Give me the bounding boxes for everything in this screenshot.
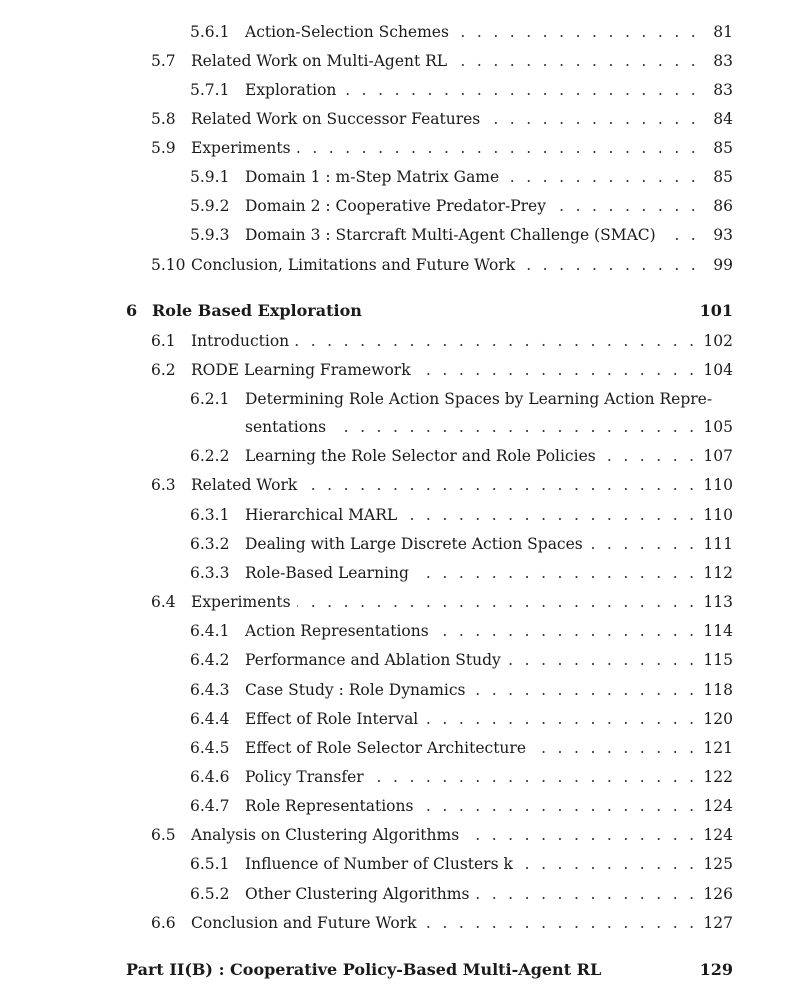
dot-leader: [403, 503, 697, 527]
toc-title: RODE Learning Framework: [191, 358, 417, 382]
toc-title: Effect of Role Interval: [245, 707, 424, 731]
toc-number: 6.4.3: [190, 681, 230, 699]
toc-title: Performance and Ablation Study: [245, 648, 507, 672]
toc-number: 5.9.2: [190, 197, 230, 215]
toc-page: 99: [699, 253, 733, 277]
toc-number: 6.4.1: [190, 622, 230, 640]
toc-title: Other Clustering Algorithms: [245, 882, 475, 906]
toc-number: 6.4.2: [190, 651, 230, 669]
toc-page: 121: [697, 736, 733, 760]
dot-leader: [297, 590, 698, 614]
toc-title: Introduction: [191, 329, 295, 353]
toc-entry-5-9-3[interactable]: [190, 223, 733, 247]
toc-title: Hierarchical MARL: [245, 503, 403, 527]
toc-page: 124: [697, 794, 733, 818]
toc-number: 6.5: [151, 826, 176, 844]
toc-title: Action-Selection Schemes: [245, 20, 455, 44]
toc-title: Determining Role Action Spaces by Learning Action Repre-: [245, 387, 718, 411]
dot-leader: [332, 415, 697, 439]
dot-leader: [455, 20, 699, 44]
toc-entry-6-4-7[interactable]: [190, 794, 733, 818]
toc-number: 5.7.1: [190, 81, 230, 99]
toc-title: Domain 1 : m-Step Matrix Game: [245, 165, 505, 189]
dot-leader: [453, 49, 699, 73]
toc-entry-6-6[interactable]: [151, 911, 733, 935]
toc-page: 111: [697, 532, 733, 556]
dot-leader: [419, 794, 697, 818]
toc-number: 5.8: [151, 110, 176, 128]
toc-entry-6-4-1[interactable]: [190, 619, 733, 643]
dot-leader: [435, 619, 698, 643]
dot-leader: [532, 736, 697, 760]
toc-page: 110: [697, 503, 733, 527]
toc-entry-5-6-1[interactable]: [190, 20, 733, 44]
toc-title: Related Work on Successor Features: [191, 107, 486, 131]
toc-title: Related Work: [191, 473, 303, 497]
toc-entry-6-3-3[interactable]: [190, 561, 733, 585]
toc-title: Role Representations: [245, 794, 419, 818]
toc-entry-6-5-1[interactable]: [190, 852, 733, 876]
toc-number: 6.3: [151, 476, 176, 494]
toc-title: Dealing with Large Discrete Action Spaces: [245, 532, 589, 556]
toc-title: Conclusion, Limitations and Future Work: [191, 253, 521, 277]
dot-leader: [519, 852, 698, 876]
toc-number: 6.4: [151, 593, 176, 611]
toc-number: 5.9.3: [190, 226, 230, 244]
toc-title: Action Representations: [245, 619, 435, 643]
toc-entry-6-2[interactable]: [151, 358, 733, 382]
toc-title: Influence of Number of Clusters k: [245, 852, 519, 876]
chapter-number: 6: [126, 301, 138, 320]
toc-entry-6-2-2[interactable]: [190, 444, 733, 468]
toc-entry-6-3-1[interactable]: [190, 503, 733, 527]
dot-leader: [662, 223, 699, 247]
toc-page: 93: [699, 223, 733, 247]
dot-leader: [295, 329, 697, 353]
toc-page: 85: [699, 136, 733, 160]
toc-page: 122: [697, 765, 733, 789]
toc-title: Role-Based Learning: [245, 561, 415, 585]
toc-page: 81: [699, 20, 733, 44]
toc-entry-6-4-2[interactable]: [190, 648, 733, 672]
toc-page: 83: [699, 78, 733, 102]
toc-page: 85: [699, 165, 733, 189]
chapter-title: Role Based Exploration: [152, 299, 368, 323]
toc-page: 102: [697, 329, 733, 353]
toc-number: 5.9.1: [190, 168, 230, 186]
toc-number: 5.10: [151, 256, 186, 274]
toc-entry-5-9[interactable]: [151, 136, 733, 160]
toc-entry-5-7[interactable]: [151, 49, 733, 73]
dot-leader: [486, 107, 699, 131]
chapter-page: 101: [694, 299, 733, 323]
toc-title: Domain 3 : Starcraft Multi-Agent Challenge (SMAC): [245, 223, 662, 247]
toc-page: 83: [699, 49, 733, 73]
dot-leader: [424, 707, 697, 731]
toc-number: 6.1: [151, 332, 176, 350]
toc-entry-6-4-5[interactable]: [190, 736, 733, 760]
toc-number: 6.5.2: [190, 885, 230, 903]
toc-page: 118: [697, 678, 733, 702]
toc-title: Domain 2 : Cooperative Predator-Prey: [245, 194, 552, 218]
toc-page: 104: [697, 358, 733, 382]
toc-number: 6.2.1: [190, 390, 230, 408]
dot-leader: [602, 444, 698, 468]
toc-number: 6.3.3: [190, 564, 230, 582]
toc-entry-6-4-6[interactable]: [190, 765, 733, 789]
toc-number: 6.4.4: [190, 710, 230, 728]
toc-title: Case Study : Role Dynamics: [245, 678, 472, 702]
toc-title: Learning the Role Selector and Role Policies: [245, 444, 602, 468]
part-page: 129: [694, 958, 733, 982]
toc-title: Analysis on Clustering Algorithms: [191, 823, 465, 847]
dot-leader: [370, 765, 698, 789]
toc-title: Experiments: [191, 590, 297, 614]
toc-page: 107: [697, 444, 733, 468]
toc-entry-6-4[interactable]: [151, 590, 733, 614]
toc-entry-6-1[interactable]: [151, 329, 733, 353]
toc-number: 5.7: [151, 52, 176, 70]
toc-number: 6.4.6: [190, 768, 230, 786]
toc-page: 84: [699, 107, 733, 131]
toc-number: 6.6: [151, 914, 176, 932]
dot-leader: [507, 648, 698, 672]
toc-number: 6.4.7: [190, 797, 230, 815]
toc-entry-5-8[interactable]: [151, 107, 733, 131]
dot-leader: [472, 678, 698, 702]
toc-title-continued: sentations: [245, 415, 332, 439]
toc-entry-6-5-2[interactable]: [190, 882, 733, 906]
toc-entry-6-5[interactable]: [151, 823, 733, 847]
toc-number: 6.3.2: [190, 535, 230, 553]
dot-leader: [417, 358, 698, 382]
toc-title: Policy Transfer: [245, 765, 370, 789]
toc-title: Conclusion and Future Work: [191, 911, 423, 935]
dot-leader: [423, 911, 698, 935]
toc-number: 6.2: [151, 361, 176, 379]
dot-leader: [589, 532, 698, 556]
toc-title: Related Work on Multi-Agent RL: [191, 49, 453, 73]
toc-entry-5-9-2[interactable]: [190, 194, 733, 218]
toc-title: Exploration: [245, 78, 342, 102]
toc-page: 110: [697, 473, 733, 497]
dot-leader: [465, 823, 697, 847]
toc-entry-6-4-4[interactable]: [190, 707, 733, 731]
toc-page: 114: [697, 619, 733, 643]
toc-title: Effect of Role Selector Architecture: [245, 736, 532, 760]
dot-leader: [505, 165, 699, 189]
toc-page: 113: [697, 590, 733, 614]
dot-leader: [415, 561, 697, 585]
toc-entry-6-3-2[interactable]: [190, 532, 733, 556]
toc-page: 115: [697, 648, 733, 672]
toc-entry-5-9-1[interactable]: [190, 165, 733, 189]
toc-part-2b[interactable]: [126, 958, 733, 982]
toc-page: 86: [699, 194, 733, 218]
toc-number: 6.2.2: [190, 447, 230, 465]
toc-title: Experiments: [191, 136, 297, 160]
dot-leader: [521, 253, 699, 277]
toc-number: 5.6.1: [190, 23, 230, 41]
toc-page: 120: [697, 707, 733, 731]
toc-entry-6-3[interactable]: [151, 473, 733, 497]
toc-entry-6-2-1-line2[interactable]: [190, 415, 733, 439]
dot-leader: [475, 882, 697, 906]
toc-page: 105: [697, 415, 733, 439]
toc-number: 6.5.1: [190, 855, 230, 873]
toc-page: 124: [697, 823, 733, 847]
toc-page: 112: [697, 561, 733, 585]
dot-leader: [303, 473, 697, 497]
toc-entry-5-10[interactable]: [151, 253, 733, 277]
toc-entry-5-7-1[interactable]: [190, 78, 733, 102]
toc-number: 6.3.1: [190, 506, 230, 524]
toc-page: 127: [697, 911, 733, 935]
toc-entry-6-2-1-line1[interactable]: [190, 387, 733, 411]
toc-page: 125: [697, 852, 733, 876]
toc-chapter-6[interactable]: [126, 299, 733, 323]
toc-page: 126: [697, 882, 733, 906]
dot-leader: [297, 136, 699, 160]
dot-leader: [552, 194, 699, 218]
toc-number: 5.9: [151, 139, 176, 157]
toc-entry-6-4-3[interactable]: [190, 678, 733, 702]
dot-leader: [342, 78, 699, 102]
part-title: Part II(B) : Cooperative Policy-Based Multi-Agent RL: [126, 958, 607, 982]
toc-number: 6.4.5: [190, 739, 230, 757]
